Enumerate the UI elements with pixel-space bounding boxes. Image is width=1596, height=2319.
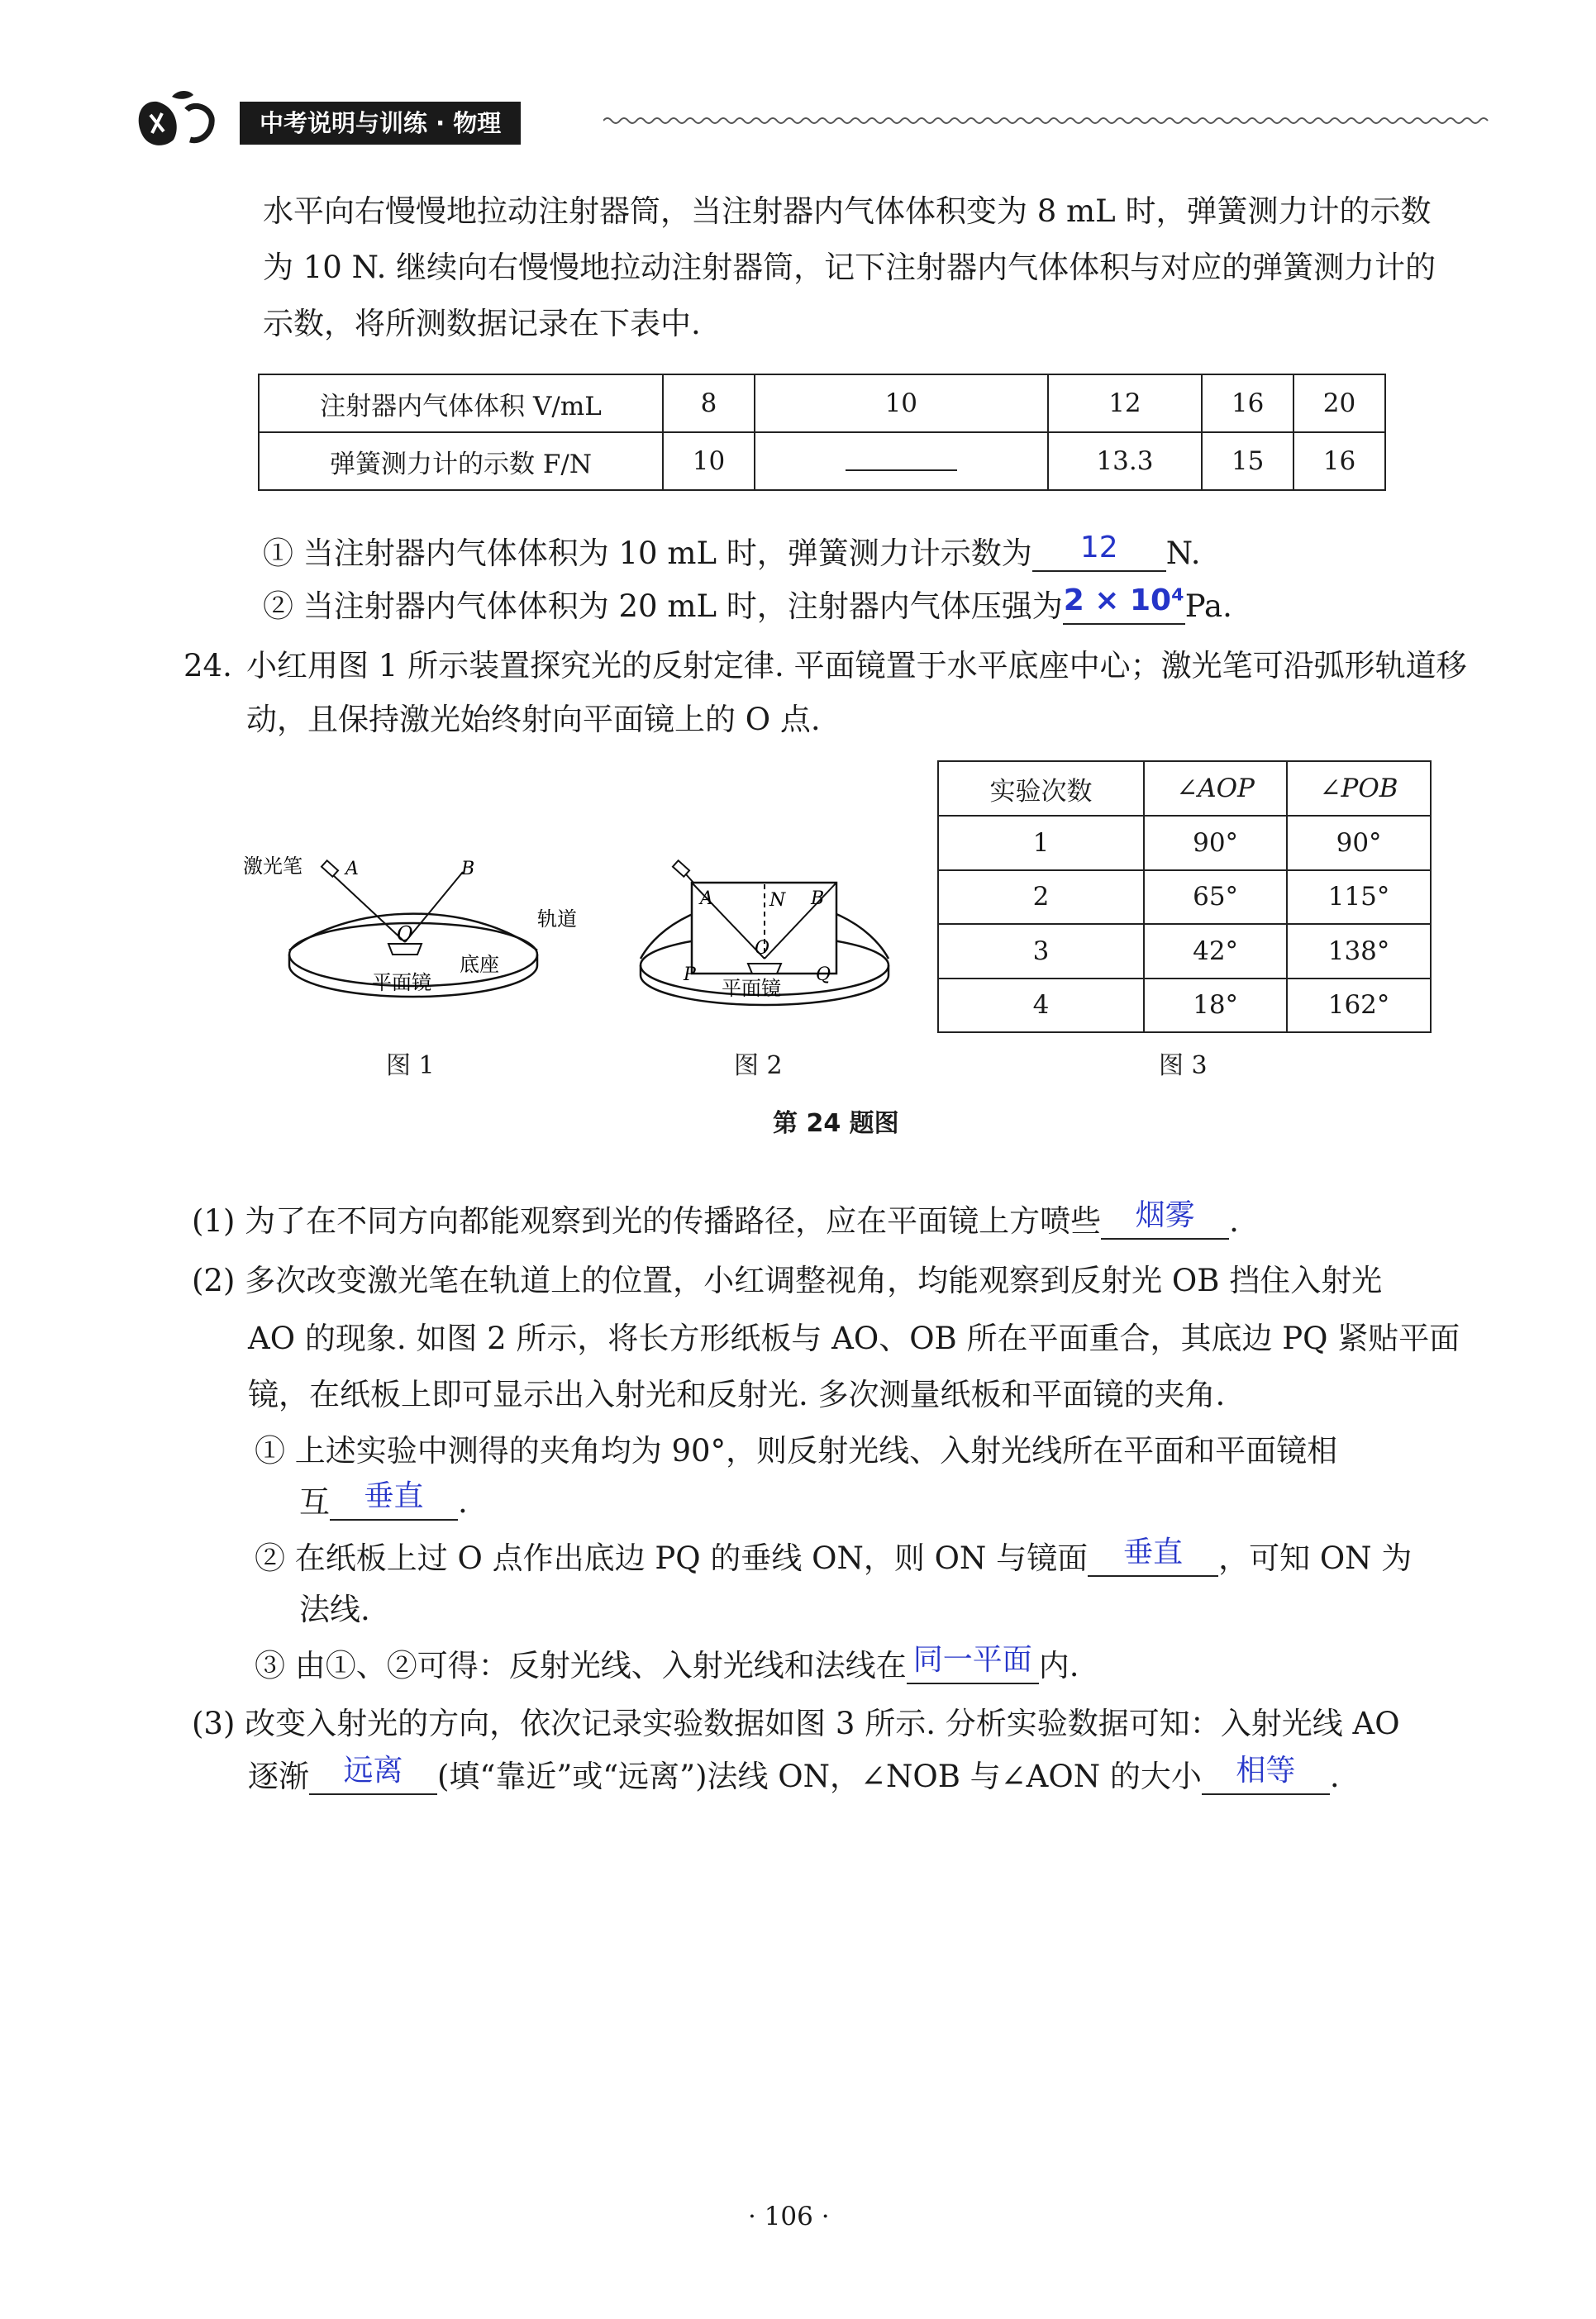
figure-caption: 第 24 题图 — [773, 1109, 899, 1138]
figure-1-label: 图 1 — [386, 1051, 435, 1080]
table-cell: 16 — [1293, 432, 1385, 490]
table-cell: 8 — [663, 374, 755, 432]
q24-number: 24. — [183, 648, 232, 683]
fig2-label-P: P — [684, 964, 696, 985]
page-number: · 106 · — [748, 2202, 830, 2231]
q24-part-2-item-2-line-2: 法线. — [299, 1592, 370, 1627]
data-table-volume-force — [258, 374, 1386, 491]
q24-part-3-line-2: 逐渐 远离 (填“靠近”或“远离”)法线 ON，∠NOB 与∠AON 的大小 相等 . — [248, 1754, 1340, 1794]
table-cell: 13.3 — [1048, 432, 1202, 490]
table-row-label: 注射器内气体体积 V/mL — [259, 374, 663, 432]
header-wavy-rule — [603, 115, 1496, 126]
fig2-label-O: O — [755, 938, 770, 959]
answer-text: 垂直 — [1123, 1536, 1184, 1569]
fig1-label-base: 底座 — [460, 953, 499, 976]
header — [132, 95, 1496, 153]
answer-text: 2 × 10⁴ — [1063, 583, 1184, 617]
fig2-label-B: B — [811, 888, 825, 909]
q23-item-2: ② 当注射器内气体体积为 20 mL 时，注射器内气体压强为2 × 10⁴Pa. — [263, 583, 1232, 624]
table-cell: 12 — [1048, 374, 1202, 432]
fig1-label-A: A — [345, 859, 359, 879]
table-cell: 20 — [1293, 374, 1385, 432]
q24-line-2: 动，且保持激光始终射向平面镜上的 O 点. — [246, 702, 821, 737]
table-row-label: 弹簧测力计的示数 F/N — [259, 432, 663, 490]
q24-part-2-line-2: AO 的现象. 如图 2 所示，将长方形纸板与 AO、OB 所在平面重合，其底边 PQ 紧贴平面 — [248, 1321, 1460, 1356]
fig2-label-A: A — [700, 888, 713, 909]
fig2-label-Q: Q — [816, 964, 831, 985]
table-header: ∠AOP — [1144, 761, 1287, 816]
header-title: 中考说明与训练 · 物理 — [240, 102, 521, 145]
fig2-label-N: N — [769, 890, 786, 911]
fig1-label-O: O — [397, 922, 413, 945]
fig1-label-laser: 激光笔 — [243, 855, 303, 878]
figure-2-label: 图 2 — [734, 1051, 783, 1080]
q24-part-1: (1) 为了在不同方向都能观察到光的传播路径，应在平面镜上方喷些 烟雾 . — [192, 1198, 1239, 1239]
table-row: 4 18° 162° — [938, 979, 1431, 1033]
fig1-label-track: 轨道 — [537, 907, 577, 931]
answer-text: 相等 — [1236, 1754, 1296, 1788]
answer-text: 垂直 — [364, 1479, 424, 1513]
figure-3-table — [937, 760, 1432, 1033]
table-row: 3 42° 138° — [938, 924, 1431, 979]
q24-part-2-item-1-line-2: 互 垂直 . — [299, 1479, 468, 1520]
q24-part-2-item-3: ③ 由①、②可得：反射光线、入射光线和法线在 同一平面 内. — [255, 1643, 1079, 1683]
intro-line-2: 为 10 N. 继续向右慢慢地拉动注射器筒，记下注射器内气体体积与对应的弹簧测力计的 — [263, 250, 1436, 285]
table-cell: 16 — [1202, 374, 1293, 432]
table-cell: 15 — [1202, 432, 1293, 490]
q24-part-2-item-2: ② 在纸板上过 O 点作出底边 PQ 的垂线 ON，则 ON 与镜面 垂直 ，可知 ON 为 — [255, 1536, 1413, 1576]
table-row: 2 65° 115° — [938, 870, 1431, 925]
figure-3-label: 图 3 — [1159, 1051, 1208, 1080]
fig1-label-mirror: 平面镜 — [372, 971, 431, 994]
answer-text: 远离 — [343, 1754, 403, 1788]
intro-line-3: 示数，将所测数据记录在下表中. — [263, 306, 701, 341]
fig2-label-mirror: 平面镜 — [722, 977, 781, 1000]
table-cell: 10 — [663, 432, 755, 490]
figure-1-diagram — [240, 835, 603, 1017]
answer-text: 12 — [1079, 531, 1118, 564]
answer-text: 同一平面 — [912, 1643, 1032, 1677]
q24-part-2-item-1-line-1: ① 上述实验中测得的夹角均为 90°，则反射光线、入射光线所在平面和平面镜相 — [255, 1433, 1338, 1469]
q24-line-1: 小红用图 1 所示装置探究光的反射定律. 平面镜置于水平底座中心；激光笔可沿弧形轨道移 — [246, 648, 1467, 683]
q24-part-3-line-1: (3) 改变入射光的方向，依次记录实验数据如图 3 所示. 分析实验数据可知：入射光线 AO — [192, 1706, 1400, 1741]
answer-text: 烟雾 — [1135, 1198, 1195, 1232]
table-cell: 10 — [755, 374, 1048, 432]
table-row: 1 90° 90° — [938, 816, 1431, 870]
q23-item-1: ① 当注射器内气体体积为 10 mL 时，弹簧测力计示数为 12 N. — [263, 531, 1201, 571]
table-header: ∠POB — [1287, 761, 1431, 816]
fig1-label-B: B — [461, 859, 475, 879]
q24-part-2-line-3: 镜，在纸板上即可显示出入射光和反射光. 多次测量纸板和平面镜的夹角. — [248, 1377, 1226, 1412]
figure-2-diagram — [624, 860, 905, 1025]
apple-logo-icon — [132, 85, 223, 151]
table-header: 实验次数 — [938, 761, 1144, 816]
intro-line-1: 水平向右慢慢地拉动注射器筒，当注射器内气体体积变为 8 mL 时，弹簧测力计的示数 — [263, 193, 1432, 229]
table-cell-blank — [755, 432, 1048, 490]
q24-part-2-line-1: (2) 多次改变激光笔在轨道上的位置，小红调整视角，均能观察到反射光 OB 挡住入射光 — [192, 1263, 1383, 1298]
